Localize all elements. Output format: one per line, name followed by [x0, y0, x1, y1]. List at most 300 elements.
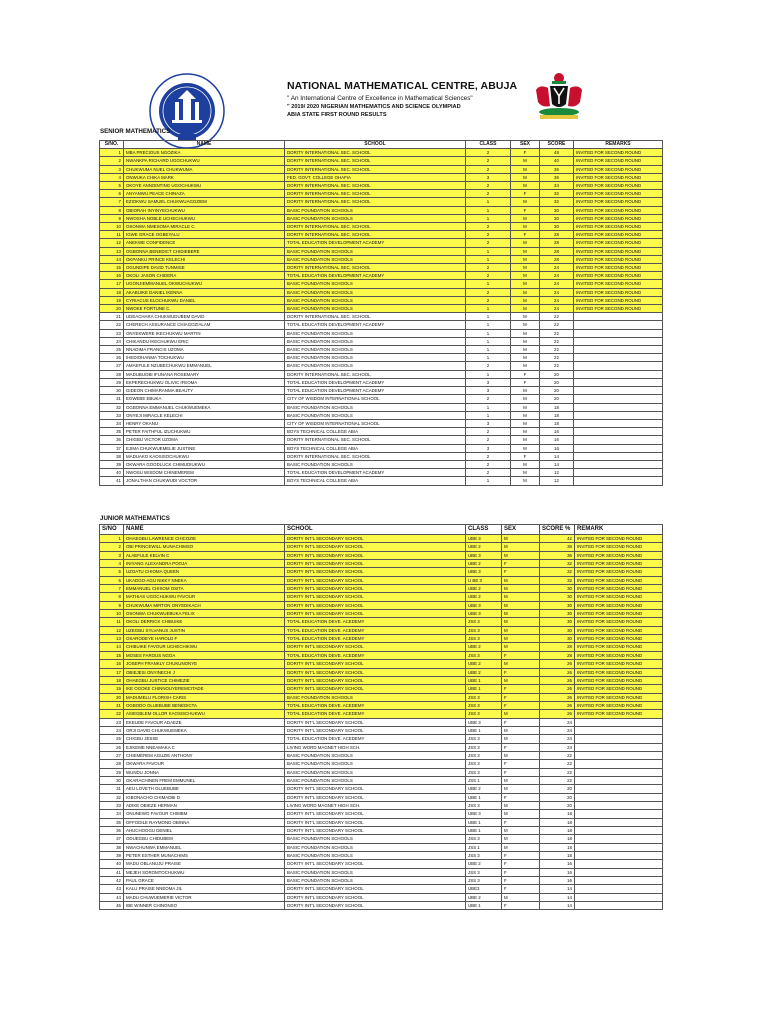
junior-cell-name: ASIEGBLEM OLLOR KAOSISCHUKWU: [124, 710, 285, 718]
senior-cell-remarks: [574, 460, 663, 468]
junior-cell-school: DORITY INT'L SECONDARY SCHOOL: [285, 535, 466, 543]
senior-cell-score: 22: [540, 337, 574, 345]
junior-cell-name: AHUCHOOGU DENIEL: [124, 827, 285, 835]
senior-cell-sex: F: [511, 190, 540, 198]
junior-cell-sex: M: [502, 710, 540, 718]
senior-cell-remarks: INVITED FOR SECOND ROUND: [574, 165, 663, 173]
senior-cell-name: CHERECH ASSURANCE CHIAGOZIALAM: [124, 321, 285, 329]
junior-cell-sex: F: [502, 885, 540, 893]
senior-cell-remarks: [574, 370, 663, 378]
senior-cell-class: 3: [466, 444, 511, 452]
senior-cell-s-no: 32: [100, 403, 124, 411]
junior-cell-score: 18: [540, 818, 575, 826]
senior-col-header: NAME: [124, 141, 285, 149]
senior-cell-class: 2: [466, 149, 511, 157]
junior-cell-sex: F: [502, 718, 540, 726]
junior-cell-remark: INVITED FOR SECOND ROUND: [575, 626, 663, 634]
senior-cell-school: TOTAL EDUCATION DEVELOPMENT ACADEMY: [285, 387, 466, 395]
senior-cell-name: GIDEON CHIMARANMA BEAUTY: [124, 387, 285, 395]
senior-cell-school: DORITY INTERNATIONAL SEC. SCHOOL: [285, 165, 466, 173]
junior-cell-sex: F: [502, 743, 540, 751]
junior-cell-score: 30: [540, 635, 575, 643]
junior-cell-name: MATHIAS UGOCHUKWU FAVOUR: [124, 593, 285, 601]
senior-cell-name: EKPERECHUKWU OLIVIC IFEOMA: [124, 378, 285, 386]
junior-cell-school: TOTAL EDUCATION DEVE. ACEDEMY: [285, 618, 466, 626]
table-row: [100, 568, 663, 576]
table-row: [100, 818, 663, 826]
senior-cell-school: CITY OF WISDOM INTERNATIONAL SCHOOL: [285, 419, 466, 427]
senior-cell-school: DORITY INTERNATIONAL SEC. SCHOOL: [285, 198, 466, 206]
senior-cell-score: 16: [540, 444, 574, 452]
table-row: [100, 411, 663, 419]
senior-cell-name: OSONWA NMESOMA MIRACLE C.: [124, 223, 285, 231]
junior-cell-remark: INVITED FOR SECOND ROUND: [575, 643, 663, 651]
senior-cell-remarks: INVITED FOR SECOND ROUND: [574, 173, 663, 181]
junior-cell-class: UBE 3: [466, 568, 502, 576]
table-row: [100, 893, 663, 901]
senior-cell-s-no: 20: [100, 305, 124, 313]
table-row: [100, 387, 663, 395]
table-row: [100, 618, 663, 626]
junior-cell-name: AEU LOVETH OLUEBUBE: [124, 785, 285, 793]
org-title: NATIONAL MATHEMATICAL CENTRE, ABUJA: [287, 80, 518, 92]
senior-cell-class: 3: [466, 378, 511, 386]
junior-cell-class: UBE 3: [466, 551, 502, 559]
senior-cell-remarks: [574, 395, 663, 403]
senior-cell-s-no: 11: [100, 231, 124, 239]
senior-cell-score: 28: [540, 255, 574, 263]
senior-cell-score: 24: [540, 305, 574, 313]
junior-cell-name: MADU CHUWUEMERIE VICTOR: [124, 893, 285, 901]
senior-cell-s-no: 37: [100, 444, 124, 452]
senior-cell-sex: M: [511, 255, 540, 263]
senior-cell-remarks: [574, 411, 663, 419]
senior-cell-school: BASIC FOUNDATION SCHOOLS: [285, 296, 466, 304]
junior-cell-sex: F: [502, 685, 540, 693]
junior-cell-school: TOTAL EDUCATION DEVE. ACEDEMY: [285, 701, 466, 709]
senior-cell-score: 22: [540, 313, 574, 321]
senior-cell-school: BASIC FOUNDATION SCHOOLS: [285, 305, 466, 313]
junior-cell-name: ALAEFULE KELVIN C: [124, 551, 285, 559]
junior-cell-s-no: 40: [100, 860, 124, 868]
senior-cell-sex: M: [511, 411, 540, 419]
junior-cell-class: UBE 1: [466, 902, 502, 910]
senior-cell-sex: F: [511, 149, 540, 157]
senior-cell-s-no: 13: [100, 247, 124, 255]
table-row: [100, 165, 663, 173]
senior-cell-sex: M: [511, 214, 540, 222]
senior-cell-sex: M: [511, 239, 540, 247]
senior-cell-remarks: INVITED FOR SECOND ROUND: [574, 239, 663, 247]
junior-cell-name: OFFODILE RAYMOND OBINNA: [124, 818, 285, 826]
junior-cell-sex: M: [502, 543, 540, 551]
senior-cell-school: BASIC FOUNDATION SCHOOLS: [285, 288, 466, 296]
junior-cell-remark: [575, 760, 663, 768]
senior-cell-class: 2: [466, 272, 511, 280]
senior-cell-school: DORITY INTERNATIONAL SEC. SCHOOL: [285, 313, 466, 321]
junior-cell-name: ADIKE OBIEZE HERMAN: [124, 802, 285, 810]
senior-cell-class: 2: [466, 362, 511, 370]
senior-cell-sex: M: [511, 157, 540, 165]
junior-cell-sex: F: [502, 701, 540, 709]
table-row: [100, 827, 663, 835]
junior-cell-class: UBE 3: [466, 610, 502, 618]
table-row: [100, 576, 663, 584]
senior-cell-school: DORITY INTERNATIONAL SEC. SCHOOL: [285, 157, 466, 165]
table-row: [100, 635, 663, 643]
junior-cell-class: UBE 1: [466, 676, 502, 684]
junior-cell-class: UBE 3: [466, 535, 502, 543]
senior-cell-sex: M: [511, 173, 540, 181]
table-row: [100, 173, 663, 181]
senior-cell-remarks: [574, 378, 663, 386]
senior-cell-name: ONYEJI MIRACLE KELECHI: [124, 411, 285, 419]
junior-cell-name: IKE OGOKE CHINNOUYEREMCITADE: [124, 685, 285, 693]
senior-cell-name: PETER FAITHFUL IZUCHUKWU: [124, 428, 285, 436]
senior-cell-name: EGWEBE EBUKA: [124, 395, 285, 403]
junior-cell-school: DORITY INT'L SECONDARY SCHOOL: [285, 593, 466, 601]
junior-cell-remark: INVITED FOR SECOND ROUND: [575, 568, 663, 576]
junior-cell-school: DORITY INT'L SECONDARY SCHOOL: [285, 551, 466, 559]
junior-cell-score: 14: [540, 902, 575, 910]
senior-cell-remarks: INVITED FOR SECOND ROUND: [574, 190, 663, 198]
junior-cell-name: OKWARA FAVOUR: [124, 760, 285, 768]
junior-cell-name: NWACHUNWA EMMANUEL: [124, 843, 285, 851]
senior-cell-sex: M: [511, 305, 540, 313]
senior-cell-school: TOTAL EDUCATION DEVELOPMENT ACADEMY: [285, 469, 466, 477]
senior-cell-remarks: INVITED FOR SECOND ROUND: [574, 305, 663, 313]
junior-cell-remark: INVITED FOR SECOND ROUND: [575, 701, 663, 709]
senior-col-header: REMARKS: [574, 141, 663, 149]
table-row: [100, 718, 663, 726]
junior-col-header: CLASS: [466, 525, 502, 535]
senior-cell-s-no: 35: [100, 428, 124, 436]
junior-cell-s-no: 16: [100, 660, 124, 668]
junior-cell-sex: F: [502, 668, 540, 676]
senior-cell-s-no: 14: [100, 255, 124, 263]
senior-cell-school: DORITY INTERNATIONAL SEC. SCHOOL: [285, 370, 466, 378]
senior-cell-s-no: 24: [100, 337, 124, 345]
senior-cell-school: DORITY INTERNATIONAL SEC. SCHOOL: [285, 452, 466, 460]
junior-cell-s-no: 24: [100, 726, 124, 734]
table-row: [100, 321, 663, 329]
senior-cell-name: CHUKWUMA NUEL CHUKWUMA: [124, 165, 285, 173]
junior-cell-remark: [575, 818, 663, 826]
junior-cell-class: UBE 2: [466, 668, 502, 676]
document-header: [0, 0, 768, 130]
table-row: [100, 560, 663, 568]
senior-col-header: SCHOOL: [285, 141, 466, 149]
senior-cell-class: 2: [466, 296, 511, 304]
senior-cell-s-no: 41: [100, 477, 124, 485]
senior-cell-school: FED. GOVT. COLLEGE OHAFIA: [285, 173, 466, 181]
senior-cell-score: 36: [540, 165, 574, 173]
senior-cell-remarks: [574, 477, 663, 485]
junior-cell-school: BASIC FOUNDATION SCHOOLS: [285, 868, 466, 876]
junior-col-header: NAME: [124, 525, 285, 535]
senior-cell-sex: M: [511, 387, 540, 395]
junior-cell-score: 26: [540, 710, 575, 718]
senior-cell-name: CHIGBU VICTOR UZOMA: [124, 436, 285, 444]
senior-cell-class: 1: [466, 321, 511, 329]
senior-cell-score: 18: [540, 403, 574, 411]
junior-cell-remark: INVITED FOR SECOND ROUND: [575, 651, 663, 659]
table-row: [100, 214, 663, 222]
senior-cell-s-no: 30: [100, 387, 124, 395]
table-row: [100, 378, 663, 386]
junior-cell-school: DORITY INT'L SECONDARY SCHOOL: [285, 660, 466, 668]
senior-cell-remarks: INVITED FOR SECOND ROUND: [574, 296, 663, 304]
junior-cell-s-no: 35: [100, 818, 124, 826]
senior-cell-school: TOTAL EDUCATION DEVELOPMENT ACADEMY: [285, 272, 466, 280]
senior-cell-s-no: 34: [100, 419, 124, 427]
senior-cell-sex: F: [511, 370, 540, 378]
senior-cell-class: 2: [466, 264, 511, 272]
senior-cell-s-no: 10: [100, 223, 124, 231]
senior-cell-s-no: 6: [100, 190, 124, 198]
senior-cell-score: 18: [540, 419, 574, 427]
table-row: [100, 346, 663, 354]
senior-cell-school: BOYS TECHNICAL COLLEGE ABIA: [285, 444, 466, 452]
junior-cell-name: WUNDU JONNA: [124, 768, 285, 776]
junior-cell-s-no: 20: [100, 693, 124, 701]
senior-cell-class: 2: [466, 288, 511, 296]
junior-cell-school: DORITY INT'L SECONDARY SCHOOL: [285, 785, 466, 793]
junior-cell-sex: F: [502, 760, 540, 768]
table-row: [100, 157, 663, 165]
table-row: [100, 543, 663, 551]
senior-cell-class: 1: [466, 346, 511, 354]
table-row: [100, 802, 663, 810]
senior-cell-class: 2: [466, 190, 511, 198]
junior-cell-remark: [575, 751, 663, 759]
junior-cell-class: JSS 3: [466, 868, 502, 876]
senior-cell-s-no: 27: [100, 362, 124, 370]
junior-cell-s-no: 1: [100, 535, 124, 543]
junior-cell-school: BASIC FOUNDATION SCHOOLS: [285, 751, 466, 759]
junior-cell-sex: M: [502, 610, 540, 618]
senior-cell-s-no: 7: [100, 198, 124, 206]
junior-cell-remark: INVITED FOR SECOND ROUND: [575, 685, 663, 693]
junior-cell-s-no: 31: [100, 785, 124, 793]
table-row: [100, 198, 663, 206]
senior-cell-name: MBA PRECIOUS NGOZIKA: [124, 149, 285, 157]
senior-cell-score: 20: [540, 378, 574, 386]
junior-cell-sex: M: [502, 635, 540, 643]
table-row: [100, 585, 663, 593]
junior-cell-school: BASIC FOUNDATION SCHOOLS: [285, 768, 466, 776]
senior-cell-sex: M: [511, 477, 540, 485]
junior-cell-class: JSS 1: [466, 776, 502, 784]
senior-cell-school: TOTAL EDUCATION DEVELOPMENT ACADEMY: [285, 378, 466, 386]
senior-cell-school: BASIC FOUNDATION SCHOOLS: [285, 329, 466, 337]
junior-cell-sex: M: [502, 726, 540, 734]
junior-cell-score: 24: [540, 735, 575, 743]
table-row: [100, 313, 663, 321]
senior-cell-score: 22: [540, 329, 574, 337]
senior-cell-s-no: 9: [100, 214, 124, 222]
junior-cell-score: 32: [540, 568, 575, 576]
junior-cell-remark: [575, 810, 663, 818]
junior-cell-s-no: 10: [100, 610, 124, 618]
junior-cell-name: OBIEJESI ONYINECHI J: [124, 668, 285, 676]
junior-cell-s-no: 17: [100, 668, 124, 676]
junior-cell-score: 20: [540, 802, 575, 810]
senior-cell-score: 22: [540, 321, 574, 329]
senior-section-label: SENIOR MATHEMATICS: [100, 128, 171, 135]
table-row: [100, 469, 663, 477]
junior-cell-school: DORITY INT'L SECONDARY SCHOOL: [285, 827, 466, 835]
junior-cell-sex: M: [502, 776, 540, 784]
junior-cell-remark: [575, 885, 663, 893]
junior-cell-name: EKEUDE FAVOUR ADAEZE: [124, 718, 285, 726]
junior-cell-sex: M: [502, 551, 540, 559]
junior-cell-remark: INVITED FOR SECOND ROUND: [575, 676, 663, 684]
senior-cell-school: DORITY INTERNATIONAL SEC. SCHOOL: [285, 149, 466, 157]
senior-cell-class: 2: [466, 157, 511, 165]
senior-cell-score: 14: [540, 452, 574, 460]
senior-cell-remarks: [574, 436, 663, 444]
junior-cell-score: 16: [540, 868, 575, 876]
junior-cell-score: 18: [540, 852, 575, 860]
junior-cell-s-no: 22: [100, 710, 124, 718]
senior-cell-s-no: 25: [100, 346, 124, 354]
senior-cell-class: 1: [466, 247, 511, 255]
junior-cell-remark: [575, 835, 663, 843]
senior-cell-class: 1: [466, 280, 511, 288]
junior-cell-class: UBE3: [466, 885, 502, 893]
table-row: [100, 868, 663, 876]
junior-cell-remark: INVITED FOR SECOND ROUND: [575, 535, 663, 543]
junior-cell-score: 42: [540, 535, 575, 543]
junior-cell-school: DORITY INT'L SECONDARY SCHOOL: [285, 793, 466, 801]
senior-cell-s-no: 16: [100, 272, 124, 280]
table-row: [100, 852, 663, 860]
junior-cell-school: DORITY INT'L SECONDARY SCHOOL: [285, 818, 466, 826]
junior-cell-sex: M: [502, 660, 540, 668]
junior-cell-class: JSS 3: [466, 760, 502, 768]
senior-cell-sex: M: [511, 403, 540, 411]
junior-cell-s-no: 15: [100, 651, 124, 659]
senior-cell-name: NWANKPA RICHARD UGOCHUKWU: [124, 157, 285, 165]
junior-cell-sex: M: [502, 802, 540, 810]
table-row: [100, 362, 663, 370]
junior-cell-score: 20: [540, 785, 575, 793]
senior-cell-class: 2: [466, 460, 511, 468]
senior-cell-school: TOTAL EDUCATION DEVELOPMENT ACADEMY: [285, 239, 466, 247]
junior-cell-class: UBE 1: [466, 793, 502, 801]
junior-cell-s-no: 21: [100, 701, 124, 709]
senior-cell-remarks: [574, 362, 663, 370]
senior-cell-name: AMAEFULE NZUBECHUKWU EMMANUEL: [124, 362, 285, 370]
junior-cell-sex: F: [502, 568, 540, 576]
junior-results-table: [99, 524, 663, 910]
senior-cell-sex: M: [511, 354, 540, 362]
table-row: [100, 403, 663, 411]
senior-cell-sex: M: [511, 346, 540, 354]
junior-cell-school: DORITY INT'L SECONDARY SCHOOL: [285, 676, 466, 684]
senior-cell-class: 2: [466, 165, 511, 173]
senior-cell-remarks: [574, 444, 663, 452]
senior-cell-sex: M: [511, 288, 540, 296]
senior-cell-sex: M: [511, 337, 540, 345]
table-row: [100, 452, 663, 460]
junior-cell-score: 26: [540, 676, 575, 684]
senior-cell-school: BOYS TECHNICAL COLLEGE ABIA: [285, 477, 466, 485]
senior-cell-class: 1: [466, 411, 511, 419]
junior-cell-name: OHAEGBU LAWRENCE CHICOZIE: [124, 535, 285, 543]
senior-cell-remarks: [574, 403, 663, 411]
junior-cell-score: 26: [540, 685, 575, 693]
senior-cell-class: 2: [466, 395, 511, 403]
junior-col-header: SCHOOL: [285, 525, 466, 535]
senior-cell-class: 1: [466, 206, 511, 214]
senior-cell-school: DORITY INTERNATIONAL SEC. SCHOOL: [285, 182, 466, 190]
junior-cell-s-no: 19: [100, 685, 124, 693]
junior-cell-sex: M: [502, 643, 540, 651]
junior-cell-score: 30: [540, 593, 575, 601]
senior-cell-s-no: 3: [100, 165, 124, 173]
junior-cell-class: JSS 3: [466, 693, 502, 701]
junior-cell-class: JSS 3: [466, 651, 502, 659]
table-row: [100, 601, 663, 609]
junior-cell-name: INIYANG ALEXANDRA POOJA: [124, 560, 285, 568]
senior-cell-remarks: INVITED FOR SECOND ROUND: [574, 280, 663, 288]
senior-cell-remarks: [574, 313, 663, 321]
table-row: [100, 149, 663, 157]
senior-cell-class: 2: [466, 428, 511, 436]
senior-cell-school: BASIC FOUNDATION SCHOOLS: [285, 337, 466, 345]
junior-cell-class: UBE 3: [466, 718, 502, 726]
senior-cell-name: IHEDIOHANMA TOCHUKWU: [124, 354, 285, 362]
junior-section-label: JUNIOR MATHEMATICS: [100, 515, 170, 522]
senior-cell-sex: M: [511, 264, 540, 272]
senior-cell-name: NNADIMA FRANCIS UZOMA: [124, 346, 285, 354]
senior-cell-class: 3: [466, 419, 511, 427]
senior-cell-s-no: 29: [100, 378, 124, 386]
senior-cell-name: UDEACHARA CHUKWUDUBEM DAVID: [124, 313, 285, 321]
nmc-logo: [148, 72, 226, 150]
table-row: [100, 743, 663, 751]
junior-cell-class: UBE 3: [466, 810, 502, 818]
table-row: [100, 444, 663, 452]
senior-cell-remarks: INVITED FOR SECOND ROUND: [574, 157, 663, 165]
junior-cell-school: TOTAL EDUCATION DEVE. ACEDEMY: [285, 635, 466, 643]
junior-cell-remark: [575, 852, 663, 860]
senior-cell-name: OKOLI JASON CHIDERA: [124, 272, 285, 280]
senior-cell-school: BASIC FOUNDATION SCHOOLS: [285, 280, 466, 288]
senior-cell-remarks: [574, 452, 663, 460]
table-row: [100, 676, 663, 684]
junior-cell-score: 24: [540, 726, 575, 734]
junior-cell-score: 18: [540, 843, 575, 851]
junior-cell-s-no: 38: [100, 843, 124, 851]
junior-cell-sex: F: [502, 793, 540, 801]
table-row: [100, 726, 663, 734]
junior-cell-school: BASIC FOUNDATION SCHOOLS: [285, 776, 466, 784]
junior-cell-s-no: 30: [100, 776, 124, 784]
table-row: [100, 280, 663, 288]
junior-cell-remark: INVITED FOR SECOND ROUND: [575, 551, 663, 559]
junior-cell-score: 38: [540, 543, 575, 551]
junior-cell-school: DORITY INT'L SECONDARY SCHOOL: [285, 576, 466, 584]
junior-cell-s-no: 12: [100, 626, 124, 634]
table-row: [100, 860, 663, 868]
senior-cell-s-no: 2: [100, 157, 124, 165]
senior-cell-score: 24: [540, 272, 574, 280]
junior-cell-s-no: 18: [100, 676, 124, 684]
junior-cell-score: 14: [540, 885, 575, 893]
